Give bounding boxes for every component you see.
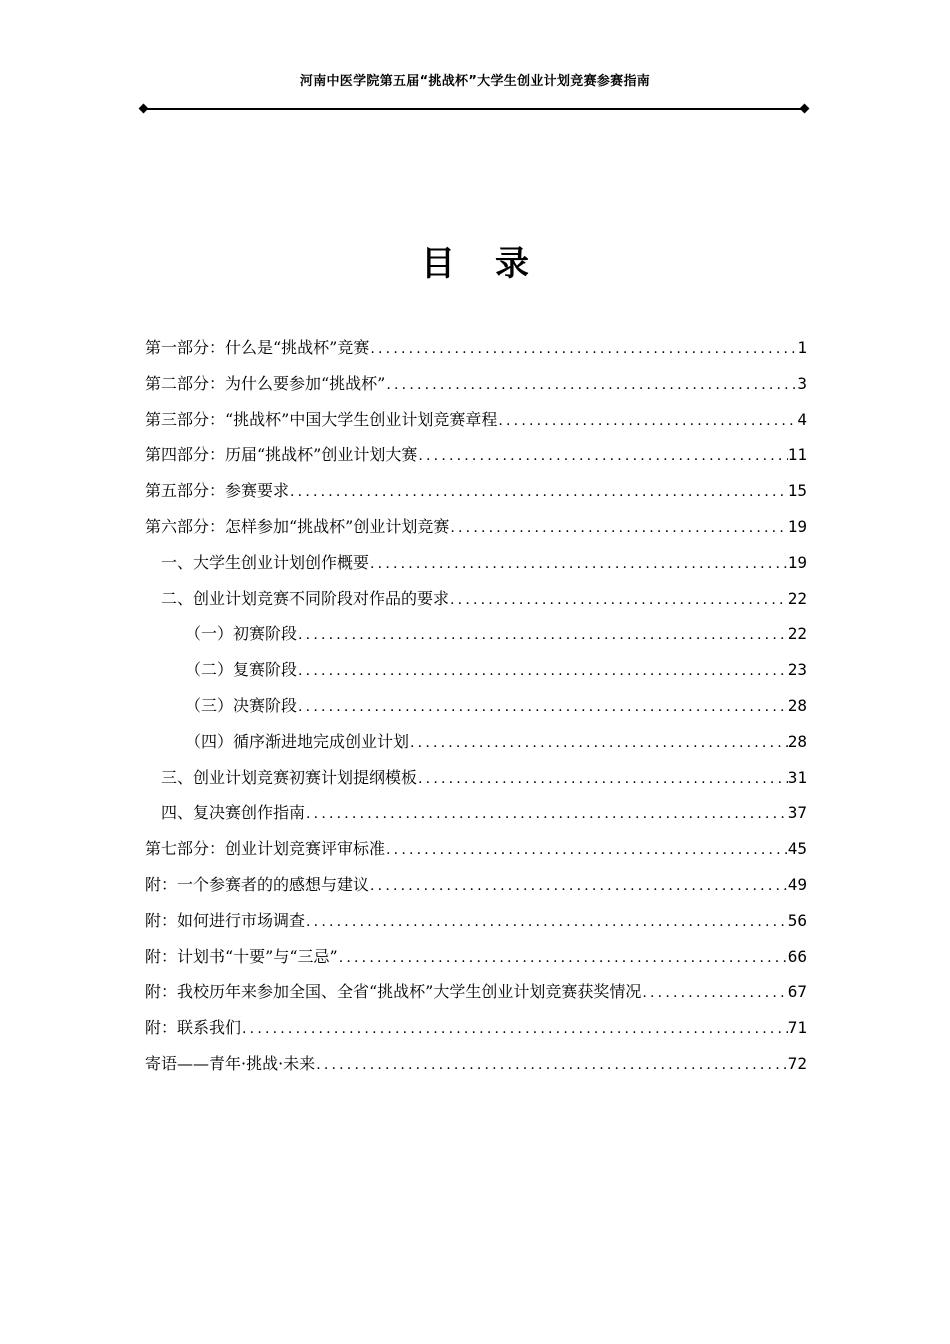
toc-entry-label: 寄语——青年·挑战·未来: [145, 1053, 316, 1073]
toc-entry-page-number: 1: [797, 338, 807, 357]
toc-dot-leader: [305, 797, 788, 831]
toc-entry-label: 附：一个参赛者的的感想与建议: [145, 874, 370, 894]
toc-entry-label: 二、创业计划竞赛不同阶段对作品的要求: [161, 588, 450, 608]
toc-entry-label: 第三部分：“挑战杯”中国大学生创业计划竞赛章程: [145, 409, 498, 429]
toc-dot-leader: [497, 404, 797, 438]
toc-dot-leader: [315, 1048, 788, 1082]
toc-entry[interactable]: [145, 1046, 807, 1082]
toc-entry-page-number: 37: [787, 803, 807, 823]
toc-entry-page-number: 45: [787, 839, 807, 859]
toc-entry[interactable]: [145, 473, 807, 509]
toc-entry[interactable]: [145, 545, 807, 581]
toc-entry[interactable]: [145, 652, 807, 688]
toc-entry[interactable]: [145, 366, 807, 402]
toc-entry-page-number: 67: [787, 982, 807, 1002]
toc-entry-page-number: 19: [787, 552, 807, 572]
toc-entry-label: 附：如何进行市场调查: [145, 910, 306, 930]
toc-dot-leader: [369, 869, 788, 903]
toc-entry-label: 第七部分：创业计划竞赛评审标准: [145, 839, 386, 859]
toc-entry-label: 四、复决赛创作指南: [161, 803, 306, 823]
toc-entry-page-number: 71: [787, 1018, 807, 1038]
running-header-title: 河南中医学院第五届“挑战杯”大学生创业计划竞赛参赛指南: [299, 74, 651, 89]
toc-entry-page-number: 31: [787, 767, 807, 787]
toc-dot-leader: [385, 368, 797, 402]
toc-entry-page-number: 22: [787, 624, 807, 644]
toc-entry-label: 三、创业计划竞赛初赛计划提纲模板: [161, 767, 418, 787]
toc-dot-leader: [409, 726, 788, 760]
toc-dot-leader: [417, 762, 788, 796]
toc-entry-label: 附：计划书“十要”与“三忌”: [145, 946, 338, 966]
toc-entry[interactable]: [145, 760, 807, 796]
toc-dot-leader: [449, 583, 788, 617]
toc-entry-label: 附：联系我们: [145, 1018, 242, 1038]
toc-heading: 目录: [421, 244, 569, 284]
toc-dot-leader: [297, 618, 788, 652]
toc-entry-page-number: 4: [797, 409, 807, 429]
header-divider-line: [144, 108, 804, 110]
toc-entry-page-number: 72: [787, 1053, 807, 1073]
toc-entry-label: （三）决赛阶段: [185, 695, 298, 715]
toc-entry[interactable]: [145, 330, 807, 366]
toc-entry-label: 第四部分：历届“挑战杯”创业计划大赛: [145, 445, 418, 465]
divider-diamond-right-icon: [800, 104, 810, 114]
toc-entry-label: 一、大学生创业计划创作概要: [161, 552, 370, 572]
toc-dot-leader: [338, 941, 788, 975]
toc-entry-page-number: 66: [787, 946, 807, 966]
toc-entry[interactable]: [145, 616, 807, 652]
toc-entry-page-number: 56: [787, 910, 807, 930]
toc-dot-leader: [449, 511, 787, 545]
toc-entry[interactable]: [145, 688, 807, 724]
toc-entry-page-number: 28: [787, 731, 807, 751]
toc-entry[interactable]: [145, 724, 807, 760]
toc-dot-leader: [369, 332, 797, 366]
toc-entry-label: 第一部分：什么是“挑战杯”竞赛: [145, 338, 370, 357]
toc-entry-page-number: 22: [787, 588, 807, 608]
toc-entry[interactable]: [145, 1010, 807, 1046]
toc-entry-label: （二）复赛阶段: [185, 660, 298, 680]
toc-dot-leader: [641, 976, 787, 1010]
toc-entry-page-number: 23: [787, 660, 807, 680]
toc-entry-page-number: 11: [787, 445, 807, 465]
toc-entry[interactable]: [145, 795, 807, 831]
toc-entry[interactable]: [145, 867, 807, 903]
toc-entry[interactable]: [145, 939, 807, 975]
header-divider: [138, 102, 810, 116]
toc-entry-label: （四）循序渐进地完成创业计划: [185, 731, 410, 751]
toc-dot-leader: [417, 439, 787, 473]
divider-diamond-left-icon: [139, 104, 149, 114]
toc-entry[interactable]: [145, 402, 807, 438]
toc-entry-page-number: 15: [787, 481, 807, 501]
toc-dot-leader: [385, 833, 788, 867]
toc-dot-leader: [297, 690, 788, 724]
toc-entry[interactable]: [145, 509, 807, 545]
toc-dot-leader: [369, 547, 788, 581]
toc-entry-page-number: 49: [787, 874, 807, 894]
toc-dot-leader: [305, 905, 788, 939]
toc-entry[interactable]: [145, 437, 807, 473]
toc-entry-page-number: 3: [797, 373, 807, 393]
toc-entry[interactable]: [145, 903, 807, 939]
toc-entry-page-number: 28: [787, 695, 807, 715]
toc-dot-leader: [241, 1012, 788, 1046]
toc-entry[interactable]: [145, 581, 807, 617]
toc-entry-page-number: 19: [787, 516, 807, 536]
toc-dot-leader: [297, 654, 788, 688]
toc-entry[interactable]: [145, 974, 807, 1010]
toc-entry-label: 附：我校历年来参加全国、全省“挑战杯”大学生创业计划竞赛获奖情况: [145, 982, 642, 1002]
toc-entry-label: （一）初赛阶段: [185, 624, 298, 644]
toc-entry-label: 第六部分：怎样参加“挑战杯”创业计划竞赛: [145, 516, 450, 536]
toc-dot-leader: [289, 475, 788, 509]
toc-entry[interactable]: [145, 831, 807, 867]
toc-entry-label: 第二部分：为什么要参加“挑战杯”: [145, 373, 386, 393]
table-of-contents: [145, 330, 807, 1082]
toc-entry-label: 第五部分：参赛要求: [145, 481, 290, 501]
